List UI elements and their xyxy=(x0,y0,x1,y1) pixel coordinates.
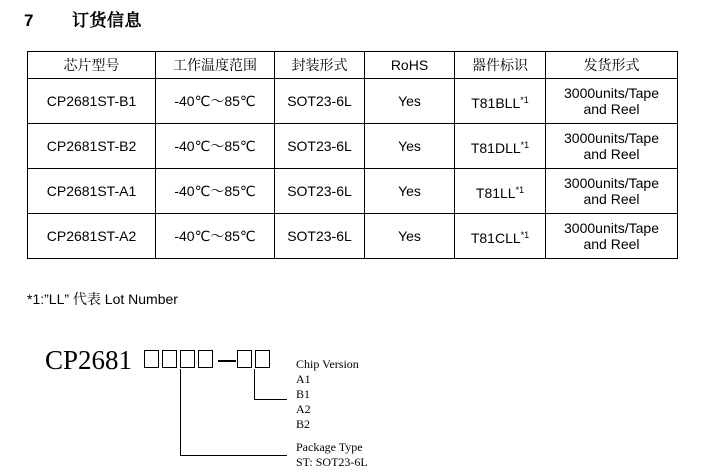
ship-line-1: 3000units/Tape xyxy=(564,130,659,146)
cell-marking xyxy=(455,214,546,259)
package-leader-horizontal xyxy=(180,455,287,456)
ship-line-1: 3000units/Tape xyxy=(564,220,659,236)
version-leader-vertical xyxy=(254,369,255,399)
header-shipping: 发货形式 xyxy=(546,52,678,79)
section-title: 订货信息 xyxy=(72,11,142,30)
table-row xyxy=(28,124,678,169)
cell-package: SOT23-6L xyxy=(275,124,365,169)
chip-version-label: Chip Version xyxy=(296,357,359,371)
header-model: 芯片型号 xyxy=(28,52,156,79)
marking-code: T81DLL xyxy=(470,139,521,156)
footnote-ref: *1 xyxy=(520,229,530,240)
cell-rohs: Yes xyxy=(365,124,455,169)
ordering-table xyxy=(27,51,678,259)
footnote-ref: *1 xyxy=(520,94,529,105)
cell-temp: -40℃～85℃ xyxy=(156,79,275,124)
cell-marking xyxy=(455,79,546,124)
ship-line-1: 3000units/Tape xyxy=(564,175,659,191)
table-row xyxy=(28,214,678,259)
cell-marking xyxy=(455,124,546,169)
cell-temp: -40℃～85℃ xyxy=(156,169,275,214)
part-number-prefix: CP2681 xyxy=(45,345,133,375)
part-number-dash xyxy=(218,360,236,362)
cell-marking xyxy=(455,169,546,214)
cell-shipping xyxy=(546,214,678,259)
package-leader-vertical xyxy=(180,369,181,455)
cell-model: CP2681ST-B1 xyxy=(28,79,156,124)
cell-shipping xyxy=(546,169,678,214)
header-package: 封装形式 xyxy=(275,52,365,79)
cell-rohs: Yes xyxy=(365,79,455,124)
version-leader-horizontal xyxy=(254,399,287,400)
package-code-box-4 xyxy=(198,350,213,368)
cell-rohs: Yes xyxy=(365,169,455,214)
ship-line-2: and Reel xyxy=(583,101,640,117)
header-temp-range: 工作温度范围 xyxy=(156,52,275,79)
cell-package: SOT23-6L xyxy=(275,169,365,214)
package-code-box-1 xyxy=(144,350,159,368)
cell-package: SOT23-6L xyxy=(275,214,365,259)
ship-line-2: and Reel xyxy=(583,191,640,207)
version-code-box-1 xyxy=(237,350,252,368)
cell-rohs: Yes xyxy=(365,214,455,259)
ship-line-2: and Reel xyxy=(583,146,640,162)
cell-temp: -40℃～85℃ xyxy=(156,214,275,259)
chip-version-legend xyxy=(296,357,359,432)
chip-version-option: A2 xyxy=(296,402,311,416)
chip-version-option: B2 xyxy=(296,417,311,431)
section-number: 7 xyxy=(24,11,34,30)
chip-version-option: A1 xyxy=(296,372,311,386)
chip-version-option: B1 xyxy=(296,387,311,401)
marking-code: T81LL xyxy=(475,184,516,201)
cell-shipping xyxy=(546,79,678,124)
table-row xyxy=(28,169,678,214)
package-code-box-2 xyxy=(162,350,177,368)
footnote: *1:”LL” 代表 Lot Number xyxy=(27,291,178,307)
cell-shipping xyxy=(546,124,678,169)
ship-line-2: and Reel xyxy=(583,236,640,252)
cell-model: CP2681ST-A1 xyxy=(28,169,156,214)
package-type-label: Package Type xyxy=(296,440,363,454)
cell-model: CP2681ST-B2 xyxy=(28,124,156,169)
cell-package: SOT23-6L xyxy=(275,79,365,124)
package-type-value: ST: SOT23-6L xyxy=(296,455,368,469)
header-rohs: RoHS xyxy=(365,52,455,79)
footnote-ref: *1 xyxy=(515,184,525,195)
version-code-box-2 xyxy=(255,350,270,368)
marking-code: T81CLL xyxy=(470,229,521,246)
table-row xyxy=(28,79,678,124)
footnote-ref: *1 xyxy=(520,139,530,150)
section-heading xyxy=(24,6,142,31)
cell-model: CP2681ST-A2 xyxy=(28,214,156,259)
package-type-legend xyxy=(296,440,368,470)
package-code-box-3 xyxy=(180,350,195,368)
ship-line-1: 3000units/Tape xyxy=(564,85,659,101)
table-header-row xyxy=(28,52,678,79)
marking-code: T81BLL xyxy=(471,94,521,111)
cell-temp: -40℃～85℃ xyxy=(156,124,275,169)
header-marking: 器件标识 xyxy=(455,52,546,79)
